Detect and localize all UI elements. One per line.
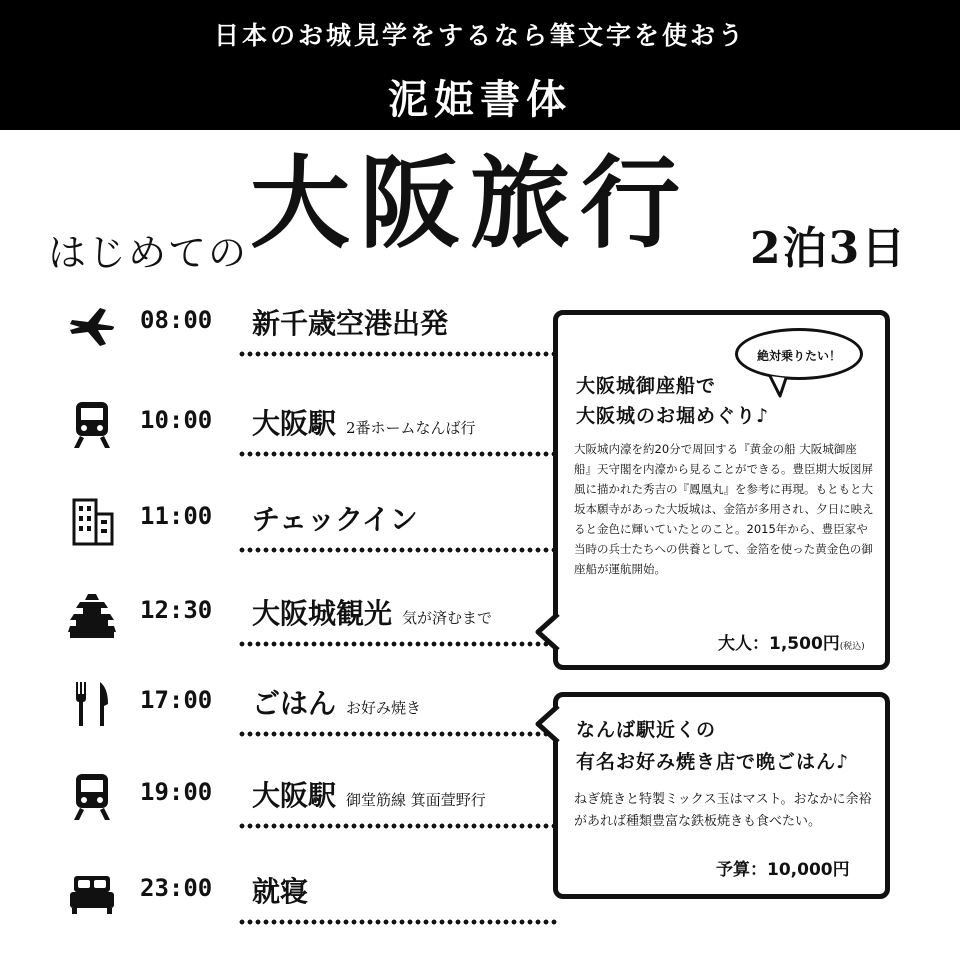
schedule-note: 2番ホームなんば行 xyxy=(346,419,476,437)
header-font-name: 泥姫書体 xyxy=(388,77,572,123)
schedule-time: 12:30 xyxy=(140,596,213,624)
schedule-event: ごはん xyxy=(252,687,337,720)
fork-knife-icon xyxy=(66,680,118,730)
bed-icon xyxy=(66,868,118,918)
callout-body: 大阪城内濠を約20分で周回する『黄金の船 大阪城御座船』天守閣を内濠から見ることができる。豊臣期大坂図屏風に描かれた秀吉の『鳳凰丸』を参考に再現。もともと大坂本願寺があった大坂城は、金箔が多用され、夕日に映えると金色に輝いていたとのこと。2015年から、豊臣家や当時の兵士たちへの供養として、金箔を使った黄金色の御座船が運航開始。 xyxy=(574,442,874,576)
schedule-row xyxy=(60,300,500,380)
header-banner xyxy=(0,0,960,130)
dotted-divider xyxy=(238,546,558,554)
schedule-note: お好み焼き xyxy=(346,699,422,717)
budget-label: 予算：10,000円 xyxy=(716,860,850,880)
schedule-row xyxy=(60,680,500,760)
tax-note: (税込) xyxy=(839,642,865,652)
callout-body: ねぎ焼きと特製ミックス玉はマスト。おなかに余裕があれば種類豊富な鉄板焼きも食べたい。 xyxy=(574,792,872,829)
dotted-divider xyxy=(238,918,558,926)
speech-bubble: 絶対乗りたい！ xyxy=(735,328,863,380)
callout-heading: なんば駅近くの xyxy=(576,719,717,741)
dotted-divider xyxy=(238,822,558,830)
schedule-event: チェックイン xyxy=(252,503,418,536)
train-icon xyxy=(66,772,118,822)
schedule-time: 19:00 xyxy=(140,778,213,806)
schedule-time: 11:00 xyxy=(140,502,213,530)
building-icon xyxy=(66,496,118,546)
schedule-event: 新千歳空港出発 xyxy=(252,307,449,340)
castle-icon xyxy=(66,590,118,640)
schedule-time: 10:00 xyxy=(140,406,213,434)
schedule-event: 就寝 xyxy=(252,875,309,908)
schedule-time: 08:00 xyxy=(140,306,213,334)
schedule-row xyxy=(60,400,500,480)
okonomiyaki-callout xyxy=(553,692,890,899)
airplane-icon xyxy=(66,300,118,350)
train-icon xyxy=(66,400,118,450)
schedule-row xyxy=(60,772,500,852)
dotted-divider xyxy=(238,350,558,358)
schedule-note: 気が済むまで xyxy=(402,609,493,627)
schedule-event: 大阪駅 xyxy=(252,407,337,440)
schedule-row xyxy=(60,496,500,576)
schedule-row xyxy=(60,590,500,670)
schedule-note: 御堂筋線 箕面萱野行 xyxy=(346,791,486,809)
speech-tail xyxy=(764,374,794,400)
schedule-event: 大阪駅 xyxy=(252,779,337,812)
callout-heading: 大阪城御座船で xyxy=(576,375,717,397)
schedule-row xyxy=(60,868,500,948)
header-tagline: 日本のお城見学をするなら筆文字を使おう xyxy=(213,21,746,50)
schedule-time: 17:00 xyxy=(140,686,213,714)
schedule-event: 大阪城観光 xyxy=(252,597,393,630)
title-duration: 2泊3日 xyxy=(750,223,908,274)
schedule-time: 23:00 xyxy=(140,874,213,902)
dotted-divider xyxy=(238,450,558,458)
title-prefix: はじめての xyxy=(48,231,249,275)
callout-tail xyxy=(534,704,560,744)
page-title: 大阪旅行 xyxy=(250,144,690,262)
callout-tail xyxy=(534,612,560,652)
dotted-divider xyxy=(238,640,558,648)
price-label: 大人：1,500円 xyxy=(718,634,840,654)
callout-heading: 大阪城のお堀めぐり♪ xyxy=(576,405,770,427)
dotted-divider xyxy=(238,730,558,738)
callout-heading: 有名お好み焼き店で晩ごはん♪ xyxy=(576,751,850,773)
